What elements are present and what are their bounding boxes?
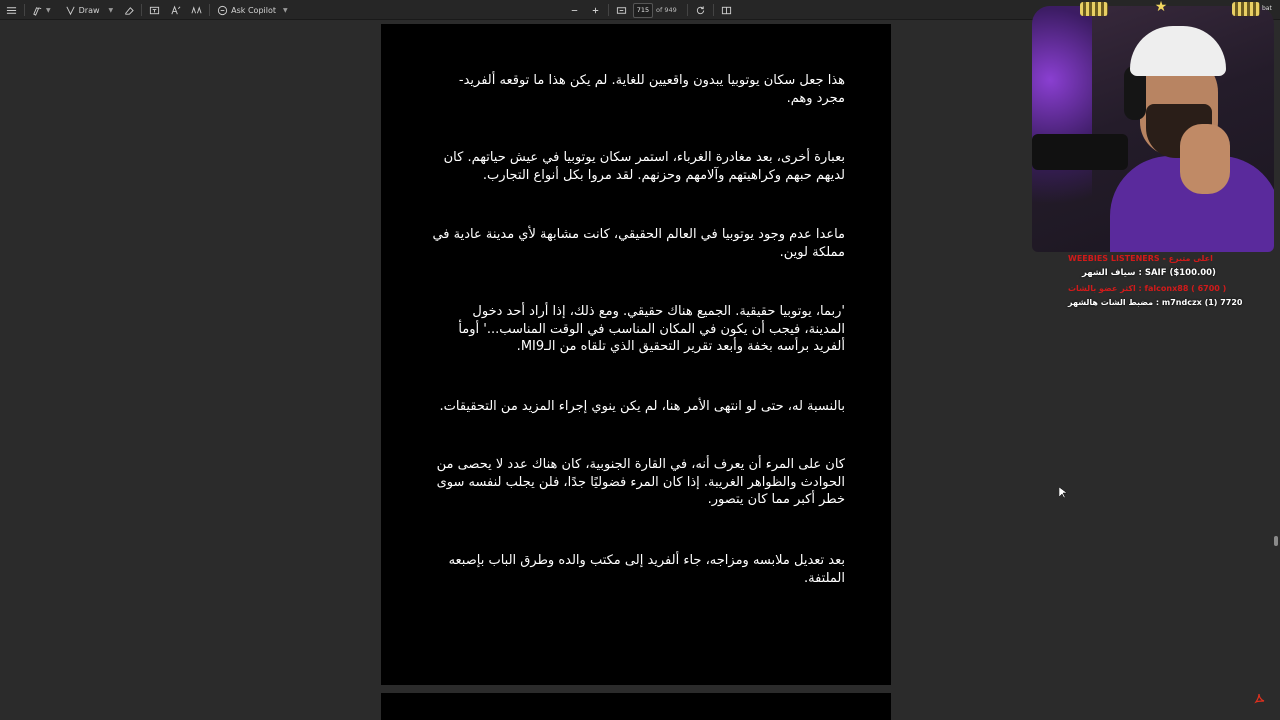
divider bbox=[209, 4, 210, 16]
cursor-icon bbox=[1059, 487, 1067, 499]
crown-icon: ★ bbox=[1154, 0, 1168, 15]
rotate-icon bbox=[695, 5, 706, 16]
draw-button[interactable] bbox=[62, 1, 117, 19]
page-number-input[interactable]: 715 bbox=[633, 3, 653, 18]
divider bbox=[141, 4, 142, 16]
paragraph: بعبارة أخرى، بعد مغادرة الغرباء، استمر سكان يوتوبيا في عيش حياتهم. كان لديهم حبهم وكراهيتهم وآلامهم وحزنهم. لقد مروا بكل أنواع التجارب. bbox=[443, 150, 845, 183]
draw-label: Draw bbox=[78, 5, 100, 15]
draw-icon bbox=[65, 5, 76, 16]
chevron-down-icon: ▼ bbox=[283, 6, 288, 14]
document-page bbox=[381, 24, 891, 685]
highlight-icon bbox=[32, 5, 43, 16]
next-document-page bbox=[381, 693, 891, 720]
background-light bbox=[1032, 6, 1092, 252]
paragraph: بالنسبة له، حتى لو انتهى الأمر هنا، لم يكن ينوي إجراء المزيد من التحقيقات. bbox=[439, 399, 845, 414]
text-format-icon bbox=[170, 5, 181, 16]
divider bbox=[687, 4, 688, 16]
chevron-down-icon: ▼ bbox=[46, 6, 51, 14]
streamer-cap bbox=[1130, 26, 1226, 76]
rotate-button[interactable] bbox=[692, 1, 709, 19]
ask-copilot-button[interactable] bbox=[214, 1, 290, 19]
highlight-button[interactable] bbox=[29, 1, 54, 19]
copilot-icon bbox=[217, 5, 228, 16]
page-total-label: of 949 bbox=[656, 6, 677, 14]
overlay-top-donor: سياف الشهر : SAIF ($100.00) bbox=[1082, 268, 1216, 278]
read-aloud-button[interactable] bbox=[188, 1, 205, 19]
zoom-out-icon bbox=[569, 5, 580, 16]
textbox-button[interactable] bbox=[146, 1, 163, 19]
eraser-icon bbox=[123, 5, 134, 16]
paragraph: بعد تعديل ملابسه ومزاجه، جاء ألفريد إلى مكتب والده وطرق الباب بإصبعه الملتفة. bbox=[448, 553, 845, 586]
frame-decoration bbox=[1080, 2, 1108, 16]
read-aloud-icon bbox=[191, 5, 202, 16]
paragraph: هذا جعل سكان يوتوبيا يبدون واقعيين للغاية. لم يكن هذا ما توقعه ألفريد- مجرد وهم. bbox=[458, 73, 845, 106]
page-view-icon bbox=[721, 5, 732, 16]
vertical-scrollbar[interactable] bbox=[1274, 536, 1278, 546]
webcam-feed bbox=[1032, 6, 1274, 252]
webcam-label: bat bbox=[1262, 5, 1272, 12]
zoom-in-button[interactable] bbox=[587, 1, 604, 19]
overlay-top-chatter: اكثر عضو بالشات : falconx88 ( 6700 ) bbox=[1068, 284, 1227, 293]
chevron-down-icon: ▼ bbox=[108, 6, 114, 14]
fit-page-icon bbox=[616, 5, 627, 16]
fit-page-button[interactable] bbox=[613, 1, 630, 19]
erase-button[interactable] bbox=[120, 1, 137, 19]
paragraph: كان على المرء أن يعرف أنه، في القارة الجنوبية، كان هناك عدد لا يحصى من الحوادث والظواهر الغريبة. إذا كان المرء فضوليًا جدًا، فلن يجلب لنفسه سوى خطر أكبر مما كان يتصور. bbox=[436, 457, 845, 507]
text-format-button[interactable] bbox=[167, 1, 184, 19]
overlay-top-moderator: مضبط الشات هالشهر : m7ndczx (1) 7720 bbox=[1068, 298, 1243, 307]
zoom-in-icon bbox=[590, 5, 601, 16]
contents-button[interactable] bbox=[3, 1, 20, 19]
list-icon bbox=[6, 5, 17, 16]
textbox-icon bbox=[149, 5, 160, 16]
divider bbox=[24, 4, 25, 16]
zoom-out-button[interactable] bbox=[566, 1, 583, 19]
copilot-label: Ask Copilot bbox=[231, 5, 277, 15]
divider bbox=[608, 4, 609, 16]
paragraph: ماعدا عدم وجود يوتوبيا في العالم الحقيقي، كانت مشابهة لأي مدينة عادية في مملكة لوين. bbox=[432, 227, 845, 260]
divider bbox=[713, 4, 714, 16]
frame-decoration bbox=[1232, 2, 1260, 16]
streamer-hand bbox=[1180, 124, 1230, 194]
overlay-top-donor-title: WEEBIES LISTENERS - اعلى متبرع bbox=[1068, 254, 1213, 263]
pdf-icon bbox=[1254, 692, 1266, 704]
paragraph: 'ربما، يوتوبيا حقيقية. الجميع هناك حقيقي. ومع ذلك، إذا أراد أحد دخول المدينة، فيجب أن يكون في المكان المناسب في الوقت المناسب...' أومأ ألفريد برأسه بخفة وأبعد تقرير التحقيق الذي تلقاه من الـMI9. bbox=[458, 304, 845, 354]
page-view-button[interactable] bbox=[718, 1, 735, 19]
microphone bbox=[1032, 134, 1128, 170]
